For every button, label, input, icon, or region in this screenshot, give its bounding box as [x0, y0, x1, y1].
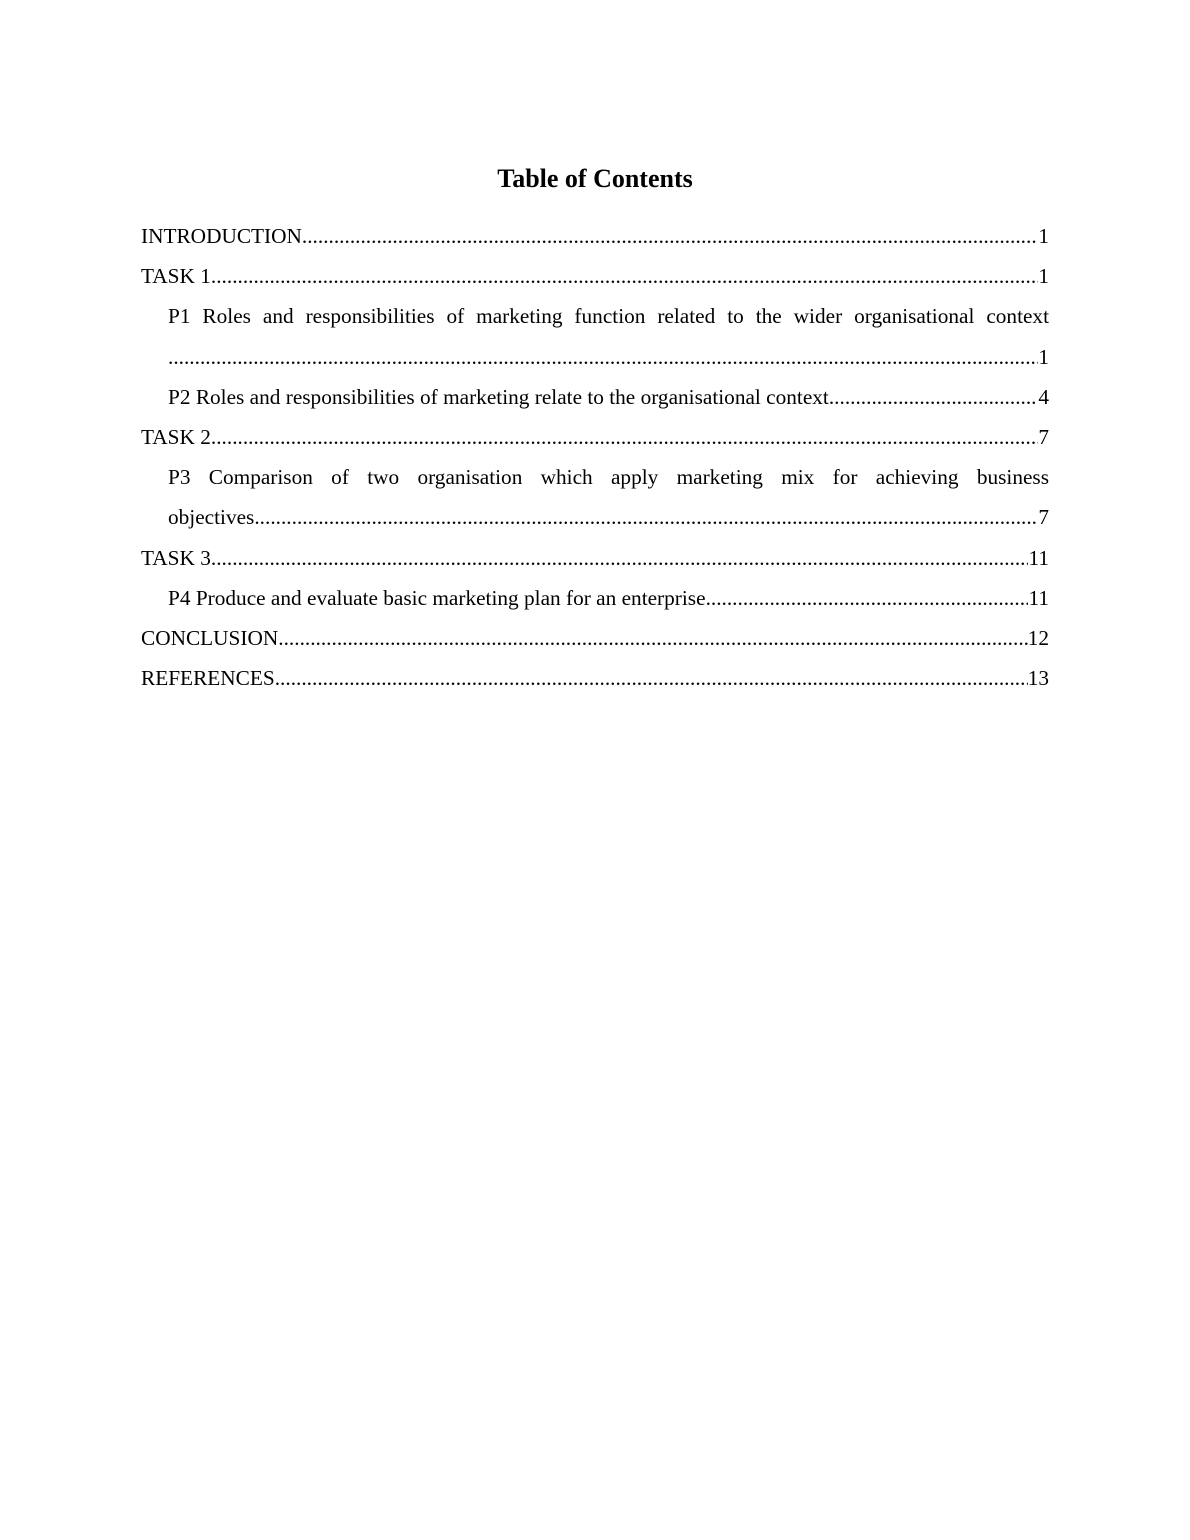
toc-leader-dots	[275, 658, 1028, 698]
toc-entry-introduction[interactable]	[141, 216, 1049, 256]
toc-entry-label[interactable]: CONCLUSION	[141, 625, 279, 650]
toc-leader-dots	[211, 417, 1038, 457]
toc-entry-label[interactable]: P4 Produce and evaluate basic marketing plan for an enterprise	[168, 585, 706, 610]
toc-entry-page[interactable]: 11	[1028, 545, 1049, 570]
toc-entry-conclusion[interactable]	[141, 618, 1049, 658]
toc-entry-p1-line2[interactable]	[141, 337, 1049, 377]
toc-entry-p4[interactable]	[141, 578, 1049, 618]
toc-entry-label[interactable]: P3 Comparison of two organisation which apply marketing mix for achieving business	[168, 465, 1049, 490]
toc-entry-label[interactable]: P2 Roles and responsibilities of marketing relate to the organisational context	[168, 384, 829, 409]
toc-entry-p1-line1[interactable]	[141, 296, 1049, 336]
toc-leader-dots	[254, 497, 1038, 537]
toc-entry-label[interactable]: P1 Roles and responsibilities of marketing function related to the wider organisational context	[168, 304, 1049, 329]
toc-entry-page[interactable]: 4	[1038, 384, 1049, 409]
toc-entry-page[interactable]: 7	[1038, 505, 1049, 530]
toc-entry-label[interactable]: TASK 1	[141, 264, 211, 289]
toc-entry-page[interactable]: 1	[1038, 344, 1049, 369]
toc-entry-label[interactable]: TASK 3	[141, 545, 211, 570]
toc-entry-page[interactable]: 11	[1028, 585, 1049, 610]
toc-entry-page[interactable]: 7	[1038, 424, 1049, 449]
toc-list	[141, 216, 1049, 698]
toc-entry-label[interactable]: INTRODUCTION	[141, 224, 302, 248]
toc-entry-references[interactable]	[141, 658, 1049, 698]
toc-leader-dots	[829, 377, 1038, 417]
toc-entry-p2[interactable]	[141, 377, 1049, 417]
toc-entry-task-1[interactable]	[141, 256, 1049, 296]
toc-entry-p3-line2[interactable]	[141, 497, 1049, 537]
toc-leader-dots	[302, 216, 1038, 256]
toc-entry-task-3[interactable]	[141, 538, 1049, 578]
toc-entry-page[interactable]: 1	[1038, 224, 1049, 248]
toc-entry-label[interactable]: TASK 2	[141, 424, 211, 449]
toc-entry-label[interactable]: REFERENCES	[141, 666, 275, 691]
toc-entry-p3-line1[interactable]	[141, 457, 1049, 497]
toc-entry-page[interactable]: 13	[1027, 666, 1049, 691]
toc-leader-dots	[278, 618, 1027, 658]
toc-leader-dots	[211, 538, 1029, 578]
toc-entry-task-2[interactable]	[141, 417, 1049, 457]
toc-title: Table of Contents	[497, 164, 693, 193]
toc-leader-dots	[706, 578, 1029, 618]
document-page	[141, 0, 1049, 1540]
toc-entry-page[interactable]: 1	[1038, 264, 1049, 289]
toc-entry-label-continued[interactable]: objectives	[168, 505, 255, 530]
toc-leader-dots	[211, 256, 1038, 296]
toc-leader-dots	[168, 337, 1038, 377]
toc-entry-page[interactable]: 12	[1027, 625, 1049, 650]
